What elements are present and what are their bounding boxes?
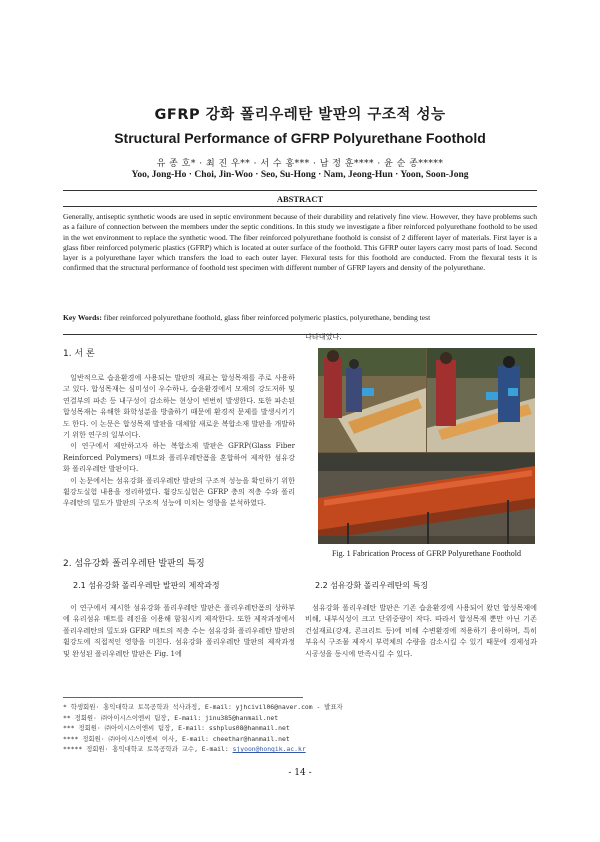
footnote-5-text: ***** 정회원· 홍익대학교 토목공학과 교수, E-mail: xyxy=(63,745,233,753)
footnote-4: **** 정회원· ㈜아이시스이엔씨 이사, E-mail: cheethar@hanmail.net xyxy=(63,734,290,743)
footnote-1: * 학생회원· 홍익대학교 토목공학과 석사과정, E-mail: yjhcivil06@naver.com - 발표자 xyxy=(63,703,343,711)
section-1-continuation: 나타내었다. xyxy=(305,332,342,341)
section-2-2-paragraph: 섬유강화 폴리우레탄 발판은 기존 습윤환경에 사용되어 왔던 합성목재에 비해, 내부식성이 크고 단위중량이 작다. 따라서 합성목재 뿐만 아닌 기존 건설재료(강재, 콘크리트 등)에 비해 수변환경에 적용하기 용이하며, 특히 부유식 구조물 제작시 부력체의 수량을 감소시킬 수 있기 때문에 경제성과 시공성을 동시에 만족시킬 수 있다. xyxy=(305,603,537,658)
section-2-1-body xyxy=(63,602,295,659)
section-1-heading: 1. 서 론 xyxy=(63,349,95,359)
keywords-label: Key Words: xyxy=(63,313,102,322)
section-2-heading: 2. 섬유강화 폴리우레탄 발판의 특징 xyxy=(63,559,205,569)
keywords-list: fiber reinforced polyurethane foothold, glass fiber reinforced polymeric plastics, polyurethane, bending test xyxy=(101,313,431,322)
abstract-top-rule xyxy=(63,190,537,191)
paper-title-english: Structural Performance of GFRP Polyurethane Foothold xyxy=(114,130,486,146)
abstract-heading-rule xyxy=(63,206,537,207)
section-2-1-paragraph: 이 연구에서 제시한 섬유강화 폴리우레탄 발판은 폴리우레탄폼의 상하부에 유리섬유 매트를 레진을 이용해 함침시켜 제작한다. 또한 제작과정에서 폴리우레탄의 밀도와 GFRP 매트의 적층 수는 섬유강화 폴리우레탄 발판의 휨강도에 직접적인 영향을 미친다. 섬유강화 폴리우레탄 발판의 제작과정 및 완성된 폴리우레탄 발판은 Fig. 1에 xyxy=(63,603,295,658)
section-2-2-body xyxy=(305,602,537,659)
section-2-1-heading: 2.1 섬유강화 폴리우레탄 발판의 제작과정 xyxy=(73,581,220,590)
photo-finished-foothold xyxy=(318,453,535,544)
section-1-paragraph-1: 일반적으로 습윤환경에 사용되는 발판의 재료는 합성목재를 주로 사용하고 있다. 합성목재는 심미성이 우수하나, 습윤환경에서 모재의 강도저하 및 연결부의 파손 등 내구성이 감소하는 현상이 빈번히 발생한다. 또한 파손된 합성목재는 유해한 화학성분을 방출하기 때문에 환경적 문제를 발생시키기도 한다. 이 논문은 합성목재 발판을 대체할 새로운 복합소재 발판을 개발하기 위한 연구의 일부이다. xyxy=(63,373,295,440)
keywords xyxy=(63,313,537,323)
authors-english: Yoo, Jong-Ho · Choi, Jin-Woo · Seo, Su-Hong · Nam, Jeong-Hun · Yoon, Soon-Jong xyxy=(131,170,469,180)
footnotes xyxy=(63,702,537,755)
footnote-5-email-link[interactable]: sjyoon@hongik.ac.kr xyxy=(232,745,306,753)
footnote-5 xyxy=(63,744,537,755)
paper-title-korean: GFRP 강화 폴리우레탄 발판의 구조적 성능 xyxy=(154,107,446,123)
section-1-paragraph-2: 이 연구에서 제안하고자 하는 복합소재 발판은 GFRP(Glass Fiber Reinforced Polymers) 매트와 폴리우레탄폼을 혼합하여 제작한 섬유강화 폴리우레탄 발판이다. xyxy=(63,441,295,474)
footnote-2: ** 정회원· ㈜아이시스이엔씨 팀장, E-mail: jinu385@hanmail.net xyxy=(63,713,279,722)
authors-korean: 유 종 호* · 최 진 우** · 서 수 홍*** · 남 정 훈**** · 윤 순 종***** xyxy=(156,159,444,169)
section-2-2-heading: 2.2 섬유강화 폴리우레탄의 특징 xyxy=(315,581,429,590)
footnote-3: *** 정회원· ㈜아이시스이엔씨 팀장, E-mail: sshplus08@hanmail.net xyxy=(63,724,290,732)
page-number: - 14 - xyxy=(288,768,312,778)
section-1-body xyxy=(63,372,295,509)
figure-fabrication-photos xyxy=(318,348,535,544)
fabrication-photo-collage xyxy=(318,348,535,544)
figure-1-caption: Fig. 1 Fabrication Process of GFRP Polyurethane Foothold xyxy=(331,549,522,558)
section-1-paragraph-3: 이 논문에서는 섬유강화 폴리우레탄 발판의 구조적 성능을 확인하기 위한 휨강도실험 내용을 정리하였다. 휨강도실험은 GFRP 층의 적층 수와 폴리우레탄의 밀도가 발판의 구조적 성능에 미치는 영향을 분석하였다. xyxy=(63,475,295,508)
abstract-heading: ABSTRACT xyxy=(276,194,324,204)
photo-resin-impregnation xyxy=(427,348,535,452)
abstract-body: Generally, antiseptic synthetic woods are used in septic environment because of their durability and relatively fine view. However, they have problems such as a failure of connection between the members under the septic conditions. In this study we investigate a fiber reinforced polyurethane foothold to be used in the wet environment to replace the synthetic wood. The fiber reinforced polyurethane foothold is consist of 2 different layer of materials. First layer is a glass fiber reinforced polymeric plastics (GFRP) which is located at outer surface of the foothold. This GFRP outer layers carry most parts of load. Second layer is a polyurethane layer which transfers the load to each outer layer. Flexural tests for this foothold are conducted. From the flexural tests it is confirmed that the structural performance of foothold test specimen with different number of GFRP layers and density of the polyurethane. xyxy=(63,212,537,273)
footnote-rule xyxy=(63,697,303,698)
photo-mat-lamination xyxy=(318,348,426,452)
